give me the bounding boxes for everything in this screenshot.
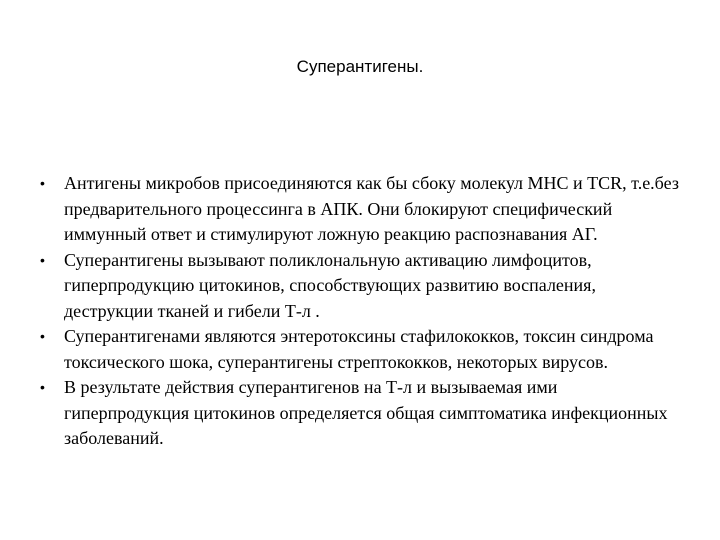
bullet-text-4: В результате действия суперантигенов на Т-л и вызываемая ими гиперпродукция цитокинов определяется общая симптоматика инфекционных заболеваний. [64,377,668,448]
bullet-text-2: Суперантигены вызывают поликлональную активацию лимфоцитов, гиперпродукцию цитокинов, способствующих развитию воспаления, деструкции тканей и гибели Т-л . [64,249,596,321]
bullet-text-3: Суперантигенами являются энтеротоксины стафилококков, токсин синдрома токсического шока, суперантигены стрептококков, некоторых вирусов. [64,326,654,372]
bullet-item-2 [40,248,680,325]
bullet-list [40,171,680,452]
bullet-marker: • [40,175,45,191]
slide-title: Суперантигены. [296,57,424,76]
bullet-marker: • [40,251,45,268]
bullet-text-1: Антигены микробов присоединяются как бы сбоку молекул MHC и TCR, т.е.без предварительного процессинга в АПК. Они блокируют специфический иммунный ответ и стимулируют ложную реакцию распознавания АГ. [64,173,679,244]
bullet-item-3 [40,324,680,375]
bullet-marker: • [40,328,45,344]
bullet-item-1 [40,171,680,248]
bullet-marker: • [40,379,45,395]
bullet-item-4 [40,375,680,452]
